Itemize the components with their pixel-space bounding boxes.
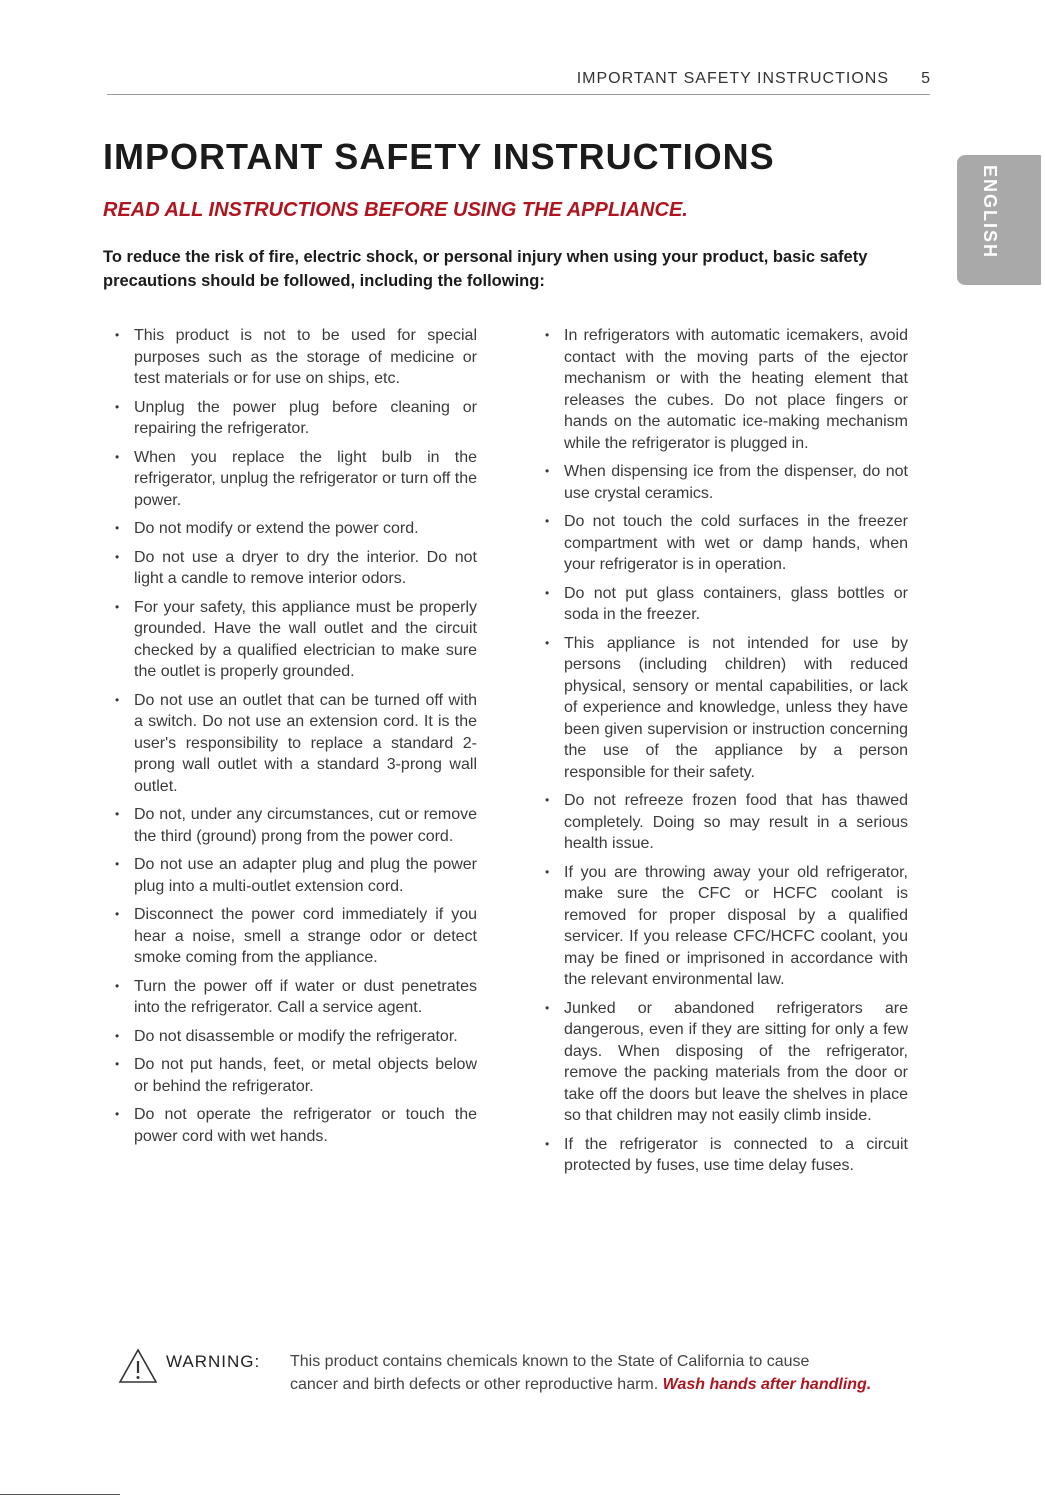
list-item — [545, 461, 908, 504]
language-tab-label: ENGLISH — [980, 165, 1000, 260]
list-item-text: Do not operate the refrigerator or touch the power cord with wet hands. — [134, 1106, 477, 1145]
warning-text-line1: This product contains chemicals known to the State of California to cause — [290, 1353, 810, 1370]
list-item-text: Do not touch the cold surfaces in the freezer compartment with wet or damp hands, when your refrigerator is in operation. — [564, 513, 908, 573]
list-item-text: Do not put glass containers, glass bottles or soda in the freezer. — [564, 584, 908, 623]
list-item-text: Do not put hands, feet, or metal objects below or behind the refrigerator. — [134, 1056, 477, 1095]
list-item-text: In refrigerators with automatic icemakers, avoid contact with the moving parts of the ejector mechanism or with the heating element that releases the cubes. Do not place fingers or hands on the automatic ice-making mechanism while the refrigerator is plugged in. — [564, 327, 908, 452]
list-item-text: Do not, under any circumstances, cut or remove the third (ground) prong from the power cord. — [134, 806, 477, 845]
bullet-icon: • — [545, 1136, 550, 1151]
list-item-text: When dispensing ice from the dispenser, do not use crystal ceramics. — [564, 463, 908, 502]
bullet-icon: • — [545, 635, 550, 650]
list-item-text: Do not use an adapter plug and plug the power plug into a multi-outlet extension cord. — [134, 856, 477, 895]
bullet-icon: • — [545, 328, 550, 342]
list-item — [115, 976, 477, 1019]
list-item — [115, 447, 477, 512]
bullet-icon: • — [115, 1057, 120, 1071]
list-item — [115, 518, 477, 540]
list-item-text: This appliance is not intended for use by persons (including children) with reduced physical, sensory or mental capabilities, or lack of experience and knowledge, unless they have been given supervision or instruction concerning the use of the appliance by a person responsible for their safety. — [564, 634, 908, 781]
running-header-title: IMPORTANT SAFETY INSTRUCTIONS — [576, 70, 889, 87]
list-item — [115, 547, 477, 590]
warning-emphasis: Wash hands after handling. — [662, 1376, 872, 1393]
list-item — [545, 325, 908, 454]
list-item — [115, 804, 477, 847]
list-item-text: When you replace the light bulb in the refrigerator, unplug the refrigerator or turn off the power. — [134, 448, 478, 509]
list-item-text: This product is not to be used for special purposes such as the storage of medicine or test materials or for use on ships, etc. — [134, 327, 477, 387]
list-item — [115, 1054, 477, 1097]
warning-notice — [118, 1346, 933, 1406]
list-item — [115, 325, 477, 390]
page-number: 5 — [921, 70, 930, 87]
list-item-text: Disconnect the power cord immediately if you hear a noise, smell a strange odor or detect smoke coming from the appliance. — [134, 906, 477, 966]
list-item-text: Turn the power off if water or dust penetrates into the refrigerator. Call a service agent. — [134, 977, 477, 1016]
page-subtitle: READ ALL INSTRUCTIONS BEFORE USING THE APPLIANCE. — [103, 199, 688, 221]
list-item — [115, 854, 477, 897]
bullet-icon: • — [115, 549, 120, 564]
list-item-text: If the refrigerator is connected to a circuit protected by fuses, use time delay fuses. — [564, 1135, 908, 1174]
bullet-icon: • — [115, 978, 120, 993]
page-title: IMPORTANT SAFETY INSTRUCTIONS — [103, 136, 775, 177]
list-item-text: Do not use a dryer to dry the interior. Do not light a candle to remove interior odors. — [134, 548, 477, 587]
list-item — [115, 690, 477, 798]
bullet-icon: • — [545, 1000, 550, 1015]
running-header — [107, 70, 930, 95]
list-item — [545, 862, 908, 991]
bullet-icon: • — [115, 907, 120, 921]
list-item — [115, 1026, 477, 1048]
list-item — [545, 583, 908, 626]
list-item-text: For your safety, this appliance must be properly grounded. Have the wall outlet and the circuit checked by a qualified electrician to make sure the outlet is properly grounded. — [134, 598, 477, 680]
list-item-text: Do not modify or extend the power cord. — [134, 520, 419, 537]
list-item-text: Junked or abandoned refrigerators are dangerous, even if they are sitting for only a few days. When disposing of the refrigerator, remove the packing materials from the door or take off the doors but leave the shelves in place so that children may not easily climb inside. — [564, 999, 908, 1124]
right-instruction-list — [545, 325, 908, 1184]
bullet-icon: • — [115, 1028, 120, 1043]
bullet-icon: • — [115, 599, 120, 614]
list-item-text: Do not disassemble or modify the refrigerator. — [134, 1027, 458, 1045]
list-item — [545, 790, 908, 855]
bullet-icon: • — [115, 1107, 120, 1121]
bullet-icon: • — [115, 807, 120, 821]
bullet-icon: • — [545, 585, 550, 600]
list-item — [545, 1134, 908, 1177]
footer-rule — [0, 1494, 120, 1495]
bullet-icon: • — [545, 864, 550, 879]
list-item — [545, 511, 908, 576]
list-item — [115, 397, 477, 440]
warning-text-line2-body: cancer and birth defects or other reproductive harm. — [290, 1376, 659, 1393]
bullet-icon: • — [115, 449, 120, 464]
bullet-icon: • — [115, 692, 120, 707]
bullet-icon: • — [545, 793, 550, 807]
bullet-icon: • — [545, 464, 550, 478]
list-item — [545, 998, 908, 1127]
list-item — [545, 633, 908, 784]
list-item — [115, 1104, 477, 1147]
warning-triangle-icon — [118, 1348, 158, 1389]
bullet-icon: • — [115, 399, 120, 414]
language-tab — [957, 155, 1041, 285]
warning-text-line2 — [290, 1376, 871, 1394]
list-item-text: If you are throwing away your old refrigerator, make sure the CFC or HCFC coolant is removed for proper disposal by a qualified servicer. If you release CFC/HCFC coolant, you may be fined or imprisoned in accordance with the relevant environmental law. — [564, 863, 908, 988]
list-item — [115, 904, 477, 969]
list-item-text: Do not refreeze frozen food that has thawed completely. Doing so may result in a serious health issue. — [564, 792, 908, 852]
list-item-text: Unplug the power plug before cleaning or repairing the refrigerator. — [134, 398, 477, 437]
bullet-icon: • — [115, 328, 120, 342]
list-item-text: Do not use an outlet that can be turned off with a switch. Do not use an extension cord. It is the user's responsibility to replace a standard 2-prong wall outlet with a standard 3-prong wall outlet. — [134, 691, 477, 795]
bullet-icon: • — [115, 857, 120, 871]
warning-label: WARNING: — [166, 1352, 261, 1371]
left-instruction-list — [115, 325, 477, 1154]
bullet-icon: • — [115, 521, 120, 535]
intro-paragraph: To reduce the risk of fire, electric shock, or personal injury when using your product, basic safety precautions should be followed, including the following: — [103, 248, 868, 290]
bullet-icon: • — [545, 514, 550, 528]
list-item — [115, 597, 477, 683]
